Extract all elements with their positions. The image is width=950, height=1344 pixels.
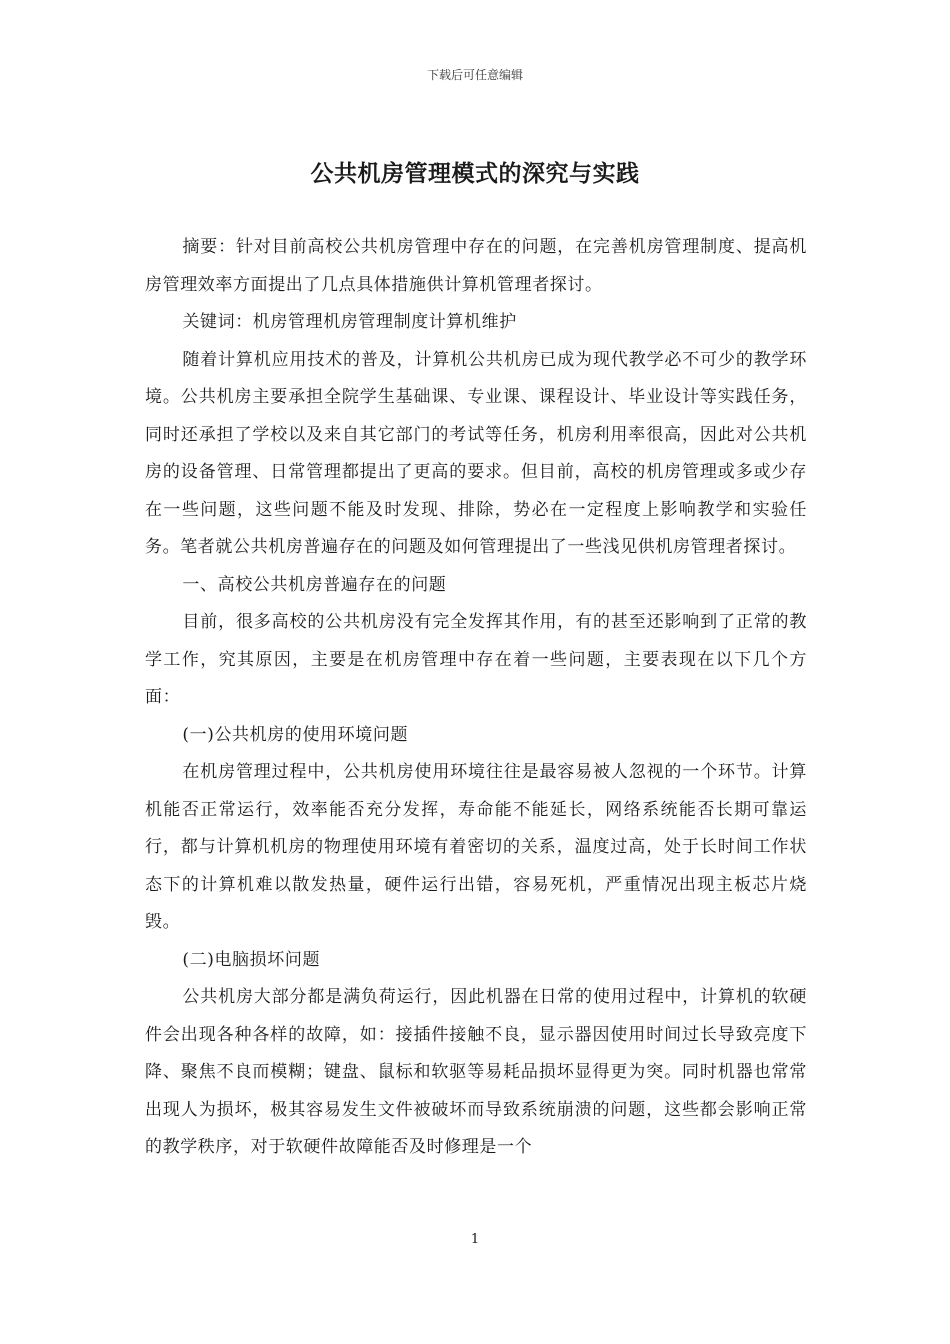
document-title: 公共机房管理模式的深究与实践 — [310, 160, 640, 187]
intro-paragraph: 随着计算机应用技术的普及，计算机公共机房已成为现代教学必不可少的教学环境。公共机房主要承担全院学生基础课、专业课、课程设计、毕业设计等实践任务，同时还承担了学校以及来自其它部门的考试等任务，机房利用率很高，因此对公共机房的设备管理、日常管理都提出了更高的要求。但目前，高校的机房管理或多或少存在一些问题，这些问题不能及时发现、排除，势必在一定程度上影响教学和实验任务。笔者就公共机房普遍存在的问题及如何管理提出了一些浅见供机房管理者探讨。 — [145, 349, 807, 557]
subsection-1-paragraph: 在机房管理过程中，公共机房使用环境往往是最容易被人忽视的一个环节。计算机能否正常运行，效率能否充分发挥，寿命能不能延长，网络系统能否长期可靠运行，都与计算机机房的物理使用环境有着密切的关系，温度过高，处于长时间工作状态下的计算机难以散发热量，硬件运行出错，容易死机，严重情况出现主板芯片烧毁。 — [145, 762, 807, 932]
page-number: 1 — [470, 1232, 480, 1247]
subsection-heading-2: (二)电脑损坏问题 — [182, 949, 321, 970]
document-body — [145, 229, 807, 1167]
page-header-note: 下载后可任意编辑 — [426, 68, 523, 82]
section-1-paragraph: 目前，很多高校的公共机房没有完全发挥其作用，有的甚至还影响到了正常的教学工作，究其原因，主要是在机房管理中存在着一些问题，主要表现在以下几个方面： — [145, 612, 807, 707]
subsection-heading-1: (一)公共机房的使用环境问题 — [182, 724, 409, 745]
keywords-paragraph: 关键词：机房管理机房管理制度计算机维护 — [182, 312, 517, 332]
subsection-2-paragraph: 公共机房大部分都是满负荷运行，因此机器在日常的使用过程中，计算机的软硬件会出现各种各样的故障，如：接插件接触不良，显示器因使用时间过长导致亮度下降、聚焦不良而模糊；键盘、鼠标和软驱等易耗品损坏显得更为突。同时机器也常常出现人为损坏，极其容易发生文件被破坏而导致系统崩溃的问题，这些都会影响正常的教学秩序，对于软硬件故障能否及时修理是一个 — [145, 987, 807, 1157]
abstract-paragraph: 摘要：针对目前高校公共机房管理中存在的问题，在完善机房管理制度、提高机房管理效率方面提出了几点具体措施供计算机管理者探讨。 — [145, 237, 807, 295]
section-heading-1: 一、高校公共机房普遍存在的问题 — [182, 574, 447, 595]
